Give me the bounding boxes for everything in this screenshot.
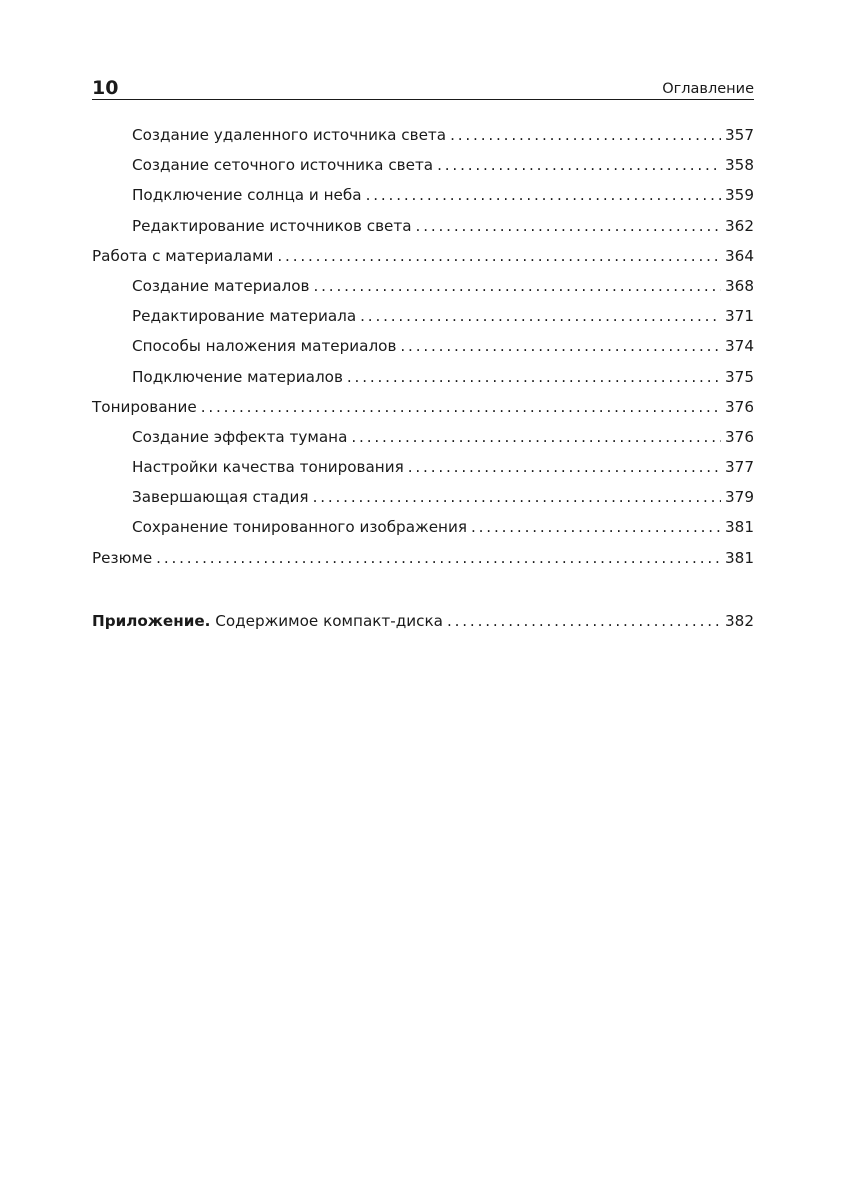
toc-entry-title: Создание эффекта тумана — [132, 427, 348, 446]
dot-leader — [450, 125, 721, 145]
toc-entry-page: 358 — [725, 156, 754, 175]
toc-entry-page: 374 — [725, 337, 754, 356]
toc-entry-title: Подключение материалов — [132, 367, 343, 386]
dot-leader — [366, 185, 721, 205]
table-of-contents — [92, 125, 754, 641]
toc-entry-title: Тонирование — [92, 397, 197, 416]
dot-leader — [313, 487, 721, 507]
toc-entry-title: Создание материалов — [132, 276, 310, 295]
toc-entry-title: Резюме — [92, 548, 153, 567]
toc-entry[interactable] — [92, 185, 754, 215]
dot-leader — [347, 367, 721, 387]
page-number: 10 — [92, 77, 119, 99]
toc-entry-title: Настройки качества тонирования — [132, 458, 404, 477]
toc-entry-page: 362 — [725, 216, 754, 235]
toc-entry-title: Создание удаленного источника света — [132, 126, 447, 144]
toc-entry[interactable] — [92, 517, 754, 547]
toc-entry-page: 364 — [725, 246, 754, 265]
toc-entry-title: Работа с материалами — [92, 246, 274, 265]
toc-entry[interactable] — [92, 155, 754, 185]
toc-appendix-entry[interactable] — [92, 611, 754, 641]
toc-entry-page: 377 — [725, 458, 754, 477]
appendix-title: Содержимое компакт-диска — [215, 611, 443, 630]
running-head — [92, 76, 754, 100]
toc-entry-page: 381 — [725, 548, 754, 567]
toc-entry-page: 381 — [725, 518, 754, 537]
toc-entry[interactable] — [92, 487, 754, 517]
toc-entry-page: 371 — [725, 307, 754, 326]
running-head-title: Оглавление — [662, 81, 754, 97]
dot-leader — [416, 216, 721, 236]
dot-leader — [400, 336, 721, 356]
toc-entry[interactable] — [92, 125, 754, 155]
toc-entry[interactable] — [92, 457, 754, 487]
toc-entry-page: 376 — [725, 397, 754, 416]
dot-leader — [351, 427, 721, 447]
toc-entry[interactable] — [92, 367, 754, 397]
toc-entry-title: Способы наложения материалов — [132, 337, 397, 356]
toc-entry-title: Подключение солнца и неба — [132, 186, 362, 205]
toc-section-entry[interactable] — [92, 548, 754, 578]
toc-entry[interactable] — [92, 427, 754, 457]
toc-entry-title: Редактирование материала — [132, 307, 357, 326]
dot-leader — [471, 517, 721, 537]
toc-entry-page: 382 — [725, 611, 754, 630]
toc-entry-page: 357 — [725, 126, 754, 144]
dot-leader — [277, 246, 721, 266]
toc-entry-page: 379 — [725, 488, 754, 507]
toc-entry-page: 376 — [725, 427, 754, 446]
toc-appendix-title — [92, 611, 443, 631]
toc-section-entry[interactable] — [92, 397, 754, 427]
toc-entry-title: Завершающая стадия — [132, 488, 309, 507]
toc-entry-page: 359 — [725, 186, 754, 205]
toc-entry-title: Создание сеточного источника света — [132, 156, 434, 175]
dot-leader — [360, 306, 721, 326]
toc-entry[interactable] — [92, 216, 754, 246]
book-page — [92, 76, 754, 641]
dot-leader — [408, 457, 721, 477]
toc-entry[interactable] — [92, 336, 754, 366]
toc-entry[interactable] — [92, 276, 754, 306]
toc-entry-title: Сохранение тонированного изображения — [132, 518, 467, 537]
dot-leader — [313, 276, 721, 296]
toc-entry-page: 368 — [725, 276, 754, 295]
toc-entry[interactable] — [92, 306, 754, 336]
dot-leader — [447, 611, 721, 631]
dot-leader — [156, 548, 721, 568]
toc-entry-title: Редактирование источников света — [132, 216, 412, 235]
toc-section-entry[interactable] — [92, 246, 754, 276]
dot-leader — [201, 397, 721, 417]
toc-entry-page: 375 — [725, 367, 754, 386]
appendix-label: Приложение. — [92, 611, 211, 630]
dot-leader — [437, 155, 721, 175]
